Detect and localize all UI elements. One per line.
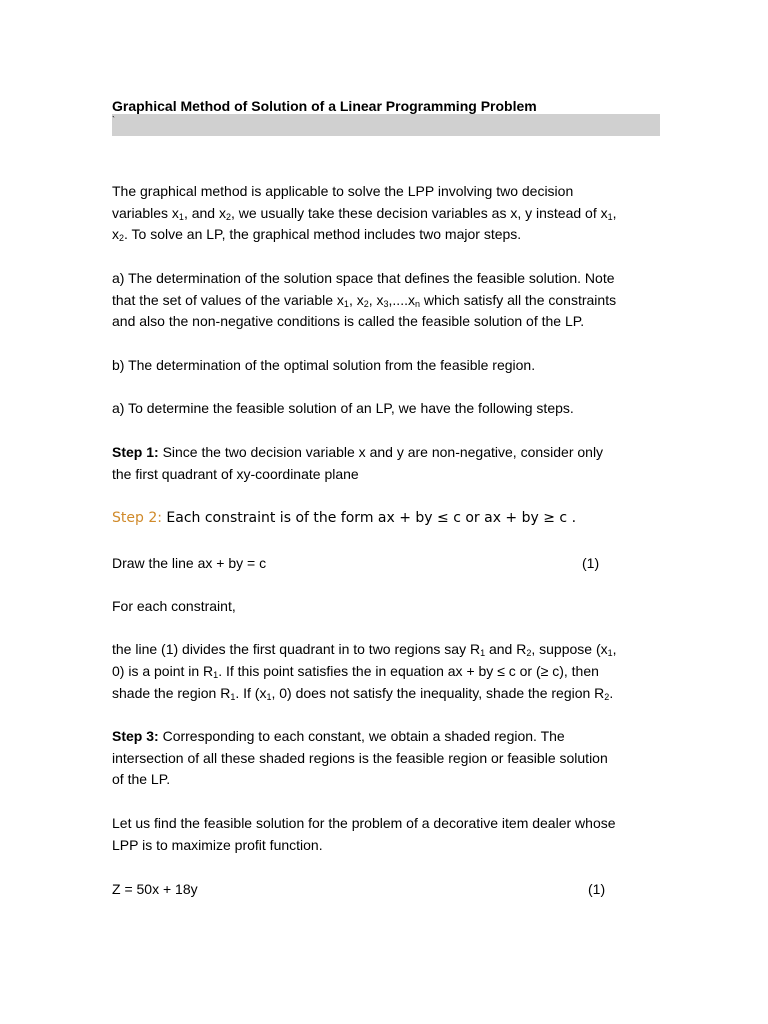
step2-paragraph: Step 2: Each constraint is of the form ax + by ≤ c or ax + by ≥ c . [112, 510, 577, 526]
part-a2-paragraph: a) To determine the feasible solution of an LP, we have the following steps. [112, 400, 574, 416]
step3-label: Step 3: [112, 728, 159, 744]
for-each-constraint: For each constraint, [112, 598, 236, 614]
step1-label: Step 1: [112, 444, 159, 460]
step1-paragraph: Step 1: Since the two decision variable x and y are non-negative, consider only the first quadrant of xy-coordinate plane [112, 444, 604, 482]
part-b-paragraph: b) The determination of the optimal solution from the feasible region. [112, 357, 536, 373]
intro-paragraph: The graphical method is applicable to solve the LPP involving two decision variables $x_1$, and $x_2$, we usually take these decision variables as x, y instead of $x_1$, $x_2$. To solve an LP, the graphical method includes two major steps. [112, 183, 617, 243]
step2-label: Step 2: [112, 510, 162, 526]
equation-number: (1) [582, 555, 600, 571]
title-tick-mark: ` [112, 115, 115, 125]
part-a-paragraph: a) The determination of the solution space that defines the feasible solution. Note that the set of values of the variable $x_1$, $x_2$, $x_3,....x_n$ which satisfy all the constraints and also the non-negative conditions is called the feasible solution of the LP. [112, 270, 617, 329]
equation-number: (1) [588, 881, 606, 897]
example-paragraph: Let us find the feasible solution for the problem of a decorative item dealer whose LPP is to maximize profit function. [112, 815, 616, 853]
step3-paragraph: Step 3: Corresponding to each constant, we obtain a shaded region. The intersection of all these shaded regions is the feasible region or feasible solution of the LP. [112, 728, 608, 787]
regions-paragraph: the line (1) divides the first quadrant in to two regions say $R_1$ and $R_2$, suppose ($x_1$, 0) is a point in $R_1$. If this point satisfies the in equation ax + by ≤ c or (≥ c), then shade the region $R_1$. If ($x_1$, 0) does not satisfy the inequality, shade the region $R_2$. [112, 641, 617, 702]
draw-line-equation: Draw the line ax + by = c (1) [112, 553, 660, 574]
profit-function-equation: Z = 50x + 18y (1) [112, 879, 660, 900]
title-underline-bar [112, 114, 660, 136]
document-title: Graphical Method of Solution of a Linear Programming Problem [112, 98, 537, 114]
